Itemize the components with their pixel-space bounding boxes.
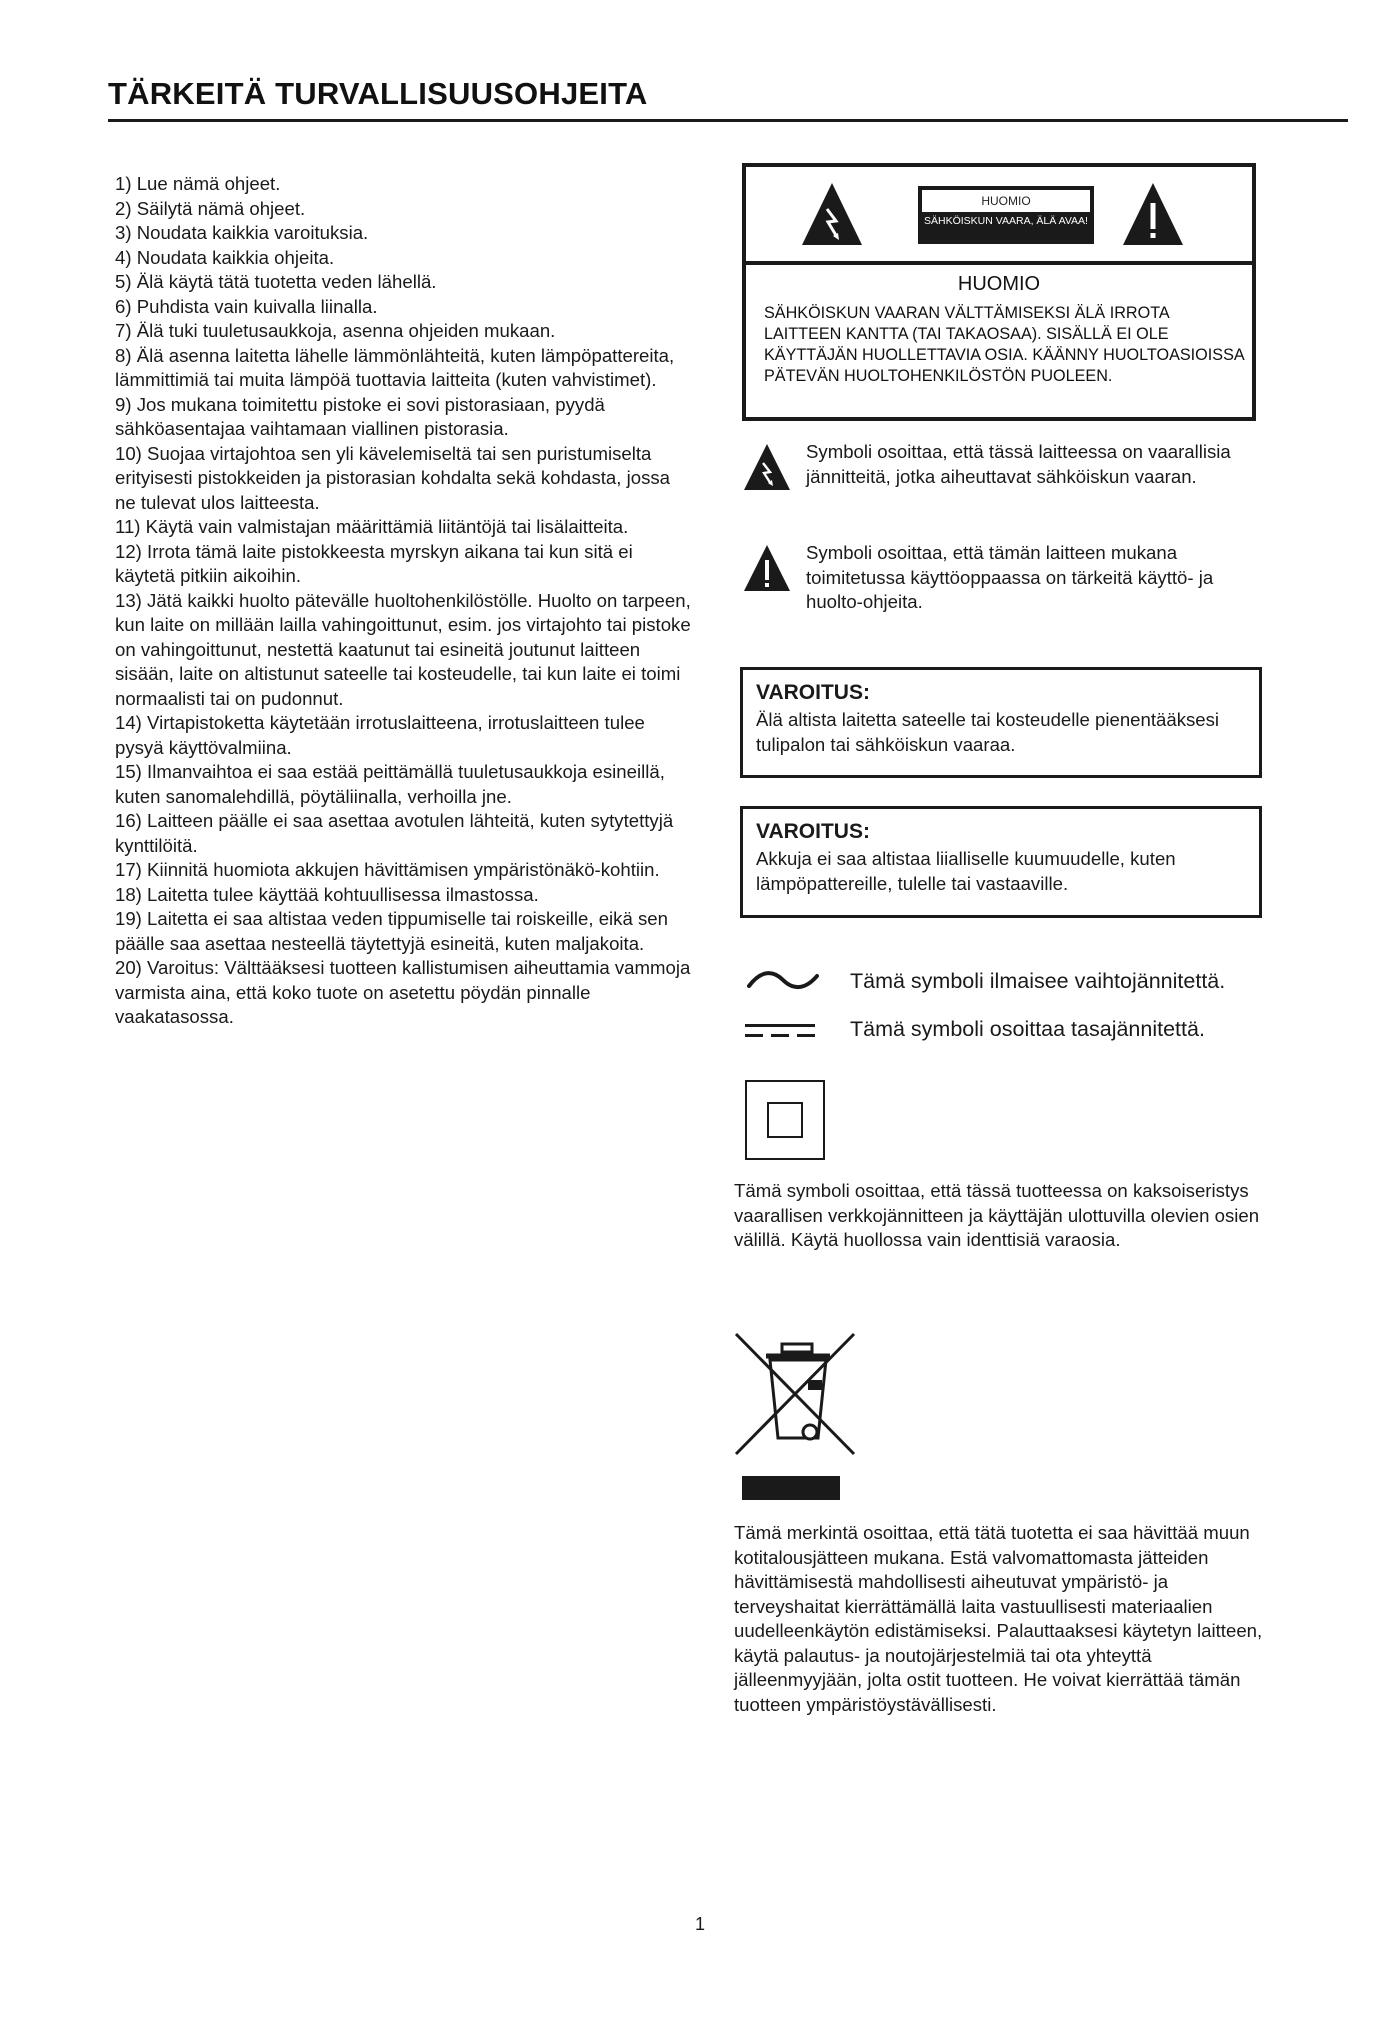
warning-title: VAROITUS: (756, 681, 870, 704)
instruction-item: 2) Säilytä nämä ohjeet. (115, 197, 306, 219)
instruction-item: 4) Noudata kaikkia ohjeita. (115, 246, 335, 268)
manual-symbol-text: Symboli osoittaa, että tämän laitteen mukana toimitetussa käyttöoppaassa on tärkeitä käyttö- ja huolto-ohjeita. (806, 542, 1214, 612)
lightning-warning-icon (742, 442, 792, 492)
instruction-item: 1) Lue nämä ohjeet. (115, 173, 281, 194)
instruction-item: 14) Virtapistoketta käytetään irrotuslaitteena, irrotuslaitteen tulee pysyä käyttövalmiina. (115, 712, 645, 758)
double-insulation-inner-square (767, 1102, 803, 1138)
page-number: 1 (694, 1914, 705, 1934)
instruction-item: 7) Älä tuki tuuletusaukkoja, asenna ohjeiden mukaan. (115, 320, 556, 341)
weee-bar (742, 1476, 840, 1500)
caution-heading: HUOMIO (957, 273, 1041, 295)
instruction-item: 10) Suojaa virtajohtoa sen yli kävelemiseltä tai sen puristumiselta erityisesti pistokkeiden ja pistorasian kohdalta sekä kohdasta, jossa ne tulevat ulos laitteesta. (115, 442, 671, 513)
page-title: TÄRKEITÄ TURVALLISUUSOHJEITA (108, 76, 648, 111)
exclamation-warning-icon (1121, 181, 1185, 247)
dc-symbol-text: Tämä symboli osoittaa tasajännitettä. (850, 1017, 1205, 1041)
warning-body: Älä altista laitetta sateelle tai kosteudelle pienentääksesi tulipalon tai sähköiskun vaaraa. (756, 709, 1220, 755)
double-insulation-text: Tämä symboli osoittaa, että tässä tuotteessa on kaksoiseristys vaarallisen verkkojännitteen ja käyttäjän ulottuvilla olevien osien välillä. Käytä huollossa vain identtisiä varaosia. (734, 1180, 1260, 1250)
warning-body: Akkuja ei saa altistaa liialliselle kuumuudelle, kuten lämpöpattereille, tulelle tai vastaaville. (756, 848, 1176, 894)
caution-label-text: SÄHKÖISKUN VAARA, ÄLÄ AVAA! (924, 215, 1088, 227)
weee-text: Tämä merkintä osoittaa, että tätä tuotetta ei saa hävittää muun kotitalousjätteen mukana. Estä valvomattomasta jätteiden hävittämisestä mahdollisesti aiheutuvat ympäristö- ja terveyshaitat kierrättämällä laita vastuullisesti materiaalien uudelleenkäytön edistämiseksi. Palauttaaksesi käytetyn laitteen, käytä palautus- ja noutojärjestelmiä tai ota yhteyttä jälleenmyyjään, jolta ostit tuotteen. He voivat kierrättää tämän tuotteen ympäristöystävällisesti. (734, 1522, 1263, 1715)
instruction-item: 15) Ilmanvaihtoa ei saa estää peittämällä tuuletusaukkoja esineillä, kuten sanomalehdillä, pöytäliinalla, verhoilla jne. (115, 761, 665, 807)
caution-label (918, 186, 1094, 244)
instruction-item: 19) Laitetta ei saa altistaa veden tippumiselle tai roiskeille, eikä sen päälle saa asettaa nesteellä täytettyjä esineitä, kuten maljakoita. (115, 908, 668, 954)
instructions-list (115, 172, 695, 1030)
instruction-item: 13) Jätä kaikki huolto pätevälle huoltohenkilöstölle. Huolto on tarpeen, kun laite on millään lailla vahingoittunut, esim. jos virtajohto tai pistoke on vahingoittunut, nestettä kaatunut tai esineitä joutunut laitteen sisään, laite on altistunut sateelle tai kosteudelle, tai kun laite ei toimi normaalisti tai on pudonnut. (115, 589, 691, 709)
caution-box (742, 163, 1256, 421)
weee-bin-icon (732, 1330, 858, 1460)
voltage-symbol-row (742, 440, 1262, 512)
exclamation-warning-icon (742, 543, 792, 593)
ac-voltage-icon (745, 966, 821, 996)
title-divider (108, 119, 1348, 122)
caution-symbol-panel (746, 167, 1252, 265)
voltage-symbol-text: Symboli osoittaa, että tässä laitteessa on vaarallisia jännitteitä, jotka aiheuttavat sähköiskun vaaran. (806, 441, 1231, 487)
dc-symbol-row (745, 1014, 1265, 1048)
ac-symbol-text: Tämä symboli ilmaisee vaihtojännitettä. (850, 969, 1226, 993)
warning-box (740, 806, 1262, 918)
instruction-item: 16) Laitteen päälle ei saa asettaa avotulen lähteitä, kuten sytytettyjä kynttilöitä. (115, 810, 674, 856)
instruction-item: 5) Älä käytä tätä tuotetta veden lähellä. (115, 271, 437, 292)
instruction-item: 9) Jos mukana toimitettu pistoke ei sovi pistorasiaan, pyydä sähköasentajaa vaihtamaan viallinen pistorasia. (115, 393, 605, 439)
warning-box (740, 667, 1262, 778)
instruction-item: 3) Noudata kaikkia varoituksia. (115, 222, 369, 243)
instruction-item: 17) Kiinnitä huomiota akkujen hävittämisen ympäristönäkö-kohtiin. (115, 859, 660, 880)
caution-text: SÄHKÖISKUN VAARAN VÄLTTÄMISEKSI ÄLÄ IRROTA LAITTEEN KANTTA (TAI TAKAOSAA). SISÄLLÄ EI OLE KÄYTTÄJÄN HUOLLETTAVIA OSIA. KÄÄNNY HUOLTOASIOISSA PÄTEVÄN HUOLTOHENKILÖSTÖN PUOLEEN. (764, 304, 1244, 385)
instruction-item: 18) Laitetta tulee käyttää kohtuullisessa ilmastossa. (115, 883, 539, 905)
manual-symbol-row (742, 541, 1262, 613)
instruction-item: 6) Puhdista vain kuivalla liinalla. (115, 295, 378, 317)
instruction-item: 11) Käytä vain valmistajan määrittämiä liitäntöjä tai lisälaitteita. (115, 516, 629, 537)
double-insulation-icon (745, 1080, 825, 1160)
caution-label-title: HUOMIO (922, 190, 1090, 212)
lightning-warning-icon (800, 181, 864, 247)
dc-voltage-icon (745, 1014, 821, 1044)
warning-title: VAROITUS: (756, 820, 870, 843)
instruction-item: 8) Älä asenna laitetta lähelle lämmönlähteitä, kuten lämpöpattereita, lämmittimiä tai muita lämpöä tuottavia laitteita (kuten vahvistimet). (115, 344, 675, 390)
ac-symbol-row (745, 966, 1265, 1000)
instruction-item: 20) Varoitus: Välttääksesi tuotteen kallistumisen aiheuttamia vammoja varmista aina, että koko tuote on asetettu pöydän pinnalle vaakatasossa. (115, 957, 691, 1027)
instruction-item: 12) Irrota tämä laite pistokkeesta myrskyn aikana tai kun sitä ei käytetä pitkiin aikoihin. (115, 540, 633, 586)
